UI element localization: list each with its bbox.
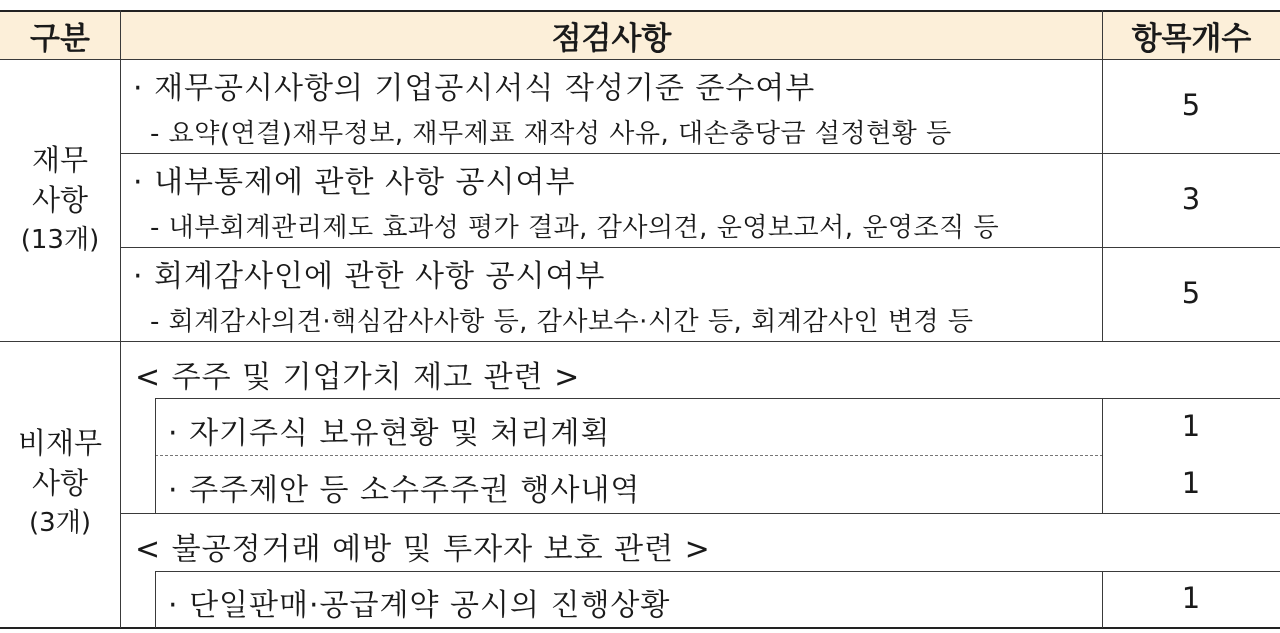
dashed-row-divider: [155, 455, 1103, 456]
row-divider: [155, 571, 1280, 572]
item-count: 1: [1181, 409, 1201, 443]
header-category: 구분: [0, 11, 120, 59]
category-label: 사항: [31, 466, 89, 500]
item-count: 5: [1181, 276, 1201, 310]
item-detail: - 회계감사의견·핵심감사사항 등, 감사보수·시간 등, 회계감사인 변경 등: [150, 307, 974, 337]
category-label: 재무: [31, 143, 89, 177]
item-title: · 주주제안 등 소수주주권 행사내역: [168, 473, 641, 508]
header-inspection-items: 점검사항: [121, 11, 1102, 59]
category-count: (13개): [20, 225, 100, 255]
item-title: · 재무공시사항의 기업공시서식 작성기준 준수여부: [133, 71, 816, 106]
item-title: · 자기주식 보유현황 및 처리계획: [168, 416, 611, 451]
item-detail: - 내부회계관리제도 효과성 평가 결과, 감사의견, 운영보고서, 운영조직 등: [150, 213, 1000, 243]
header-bottom-border: [0, 59, 1280, 60]
header-item-count: 항목개수: [1103, 11, 1280, 59]
indent-divider: [155, 398, 156, 513]
category-financial: [0, 140, 120, 260]
indent-divider: [155, 571, 156, 628]
category-label: 사항: [31, 183, 89, 217]
item-title: · 단일판매·공급계약 공시의 진행상황: [168, 588, 671, 623]
item-detail: - 요약(연결)재무정보, 재무제표 재작성 사유, 대손충당금 설정현황 등: [150, 119, 952, 149]
category-count: (3개): [29, 508, 91, 538]
item-count: 1: [1181, 581, 1201, 615]
group-heading: < 주주 및 기업가치 제고 관련 >: [135, 360, 581, 395]
group-heading: < 불공정거래 예방 및 투자자 보호 관련 >: [135, 532, 711, 567]
column-divider: [120, 10, 121, 628]
section-divider: [0, 341, 1280, 342]
item-title: · 회계감사인에 관한 사항 공시여부: [133, 259, 606, 294]
item-count: 1: [1181, 466, 1201, 500]
category-nonfinancial: [0, 423, 120, 543]
group-divider: [120, 513, 1280, 514]
row-divider: [120, 153, 1280, 154]
category-label: 비재무: [17, 426, 103, 460]
item-count: 3: [1181, 182, 1201, 216]
item-title: · 내부통제에 관한 사항 공시여부: [133, 165, 576, 200]
table-top-border: [0, 10, 1280, 12]
row-divider: [120, 247, 1280, 248]
row-divider: [155, 398, 1280, 399]
table-bottom-border: [0, 627, 1280, 629]
item-count: 5: [1181, 88, 1201, 122]
